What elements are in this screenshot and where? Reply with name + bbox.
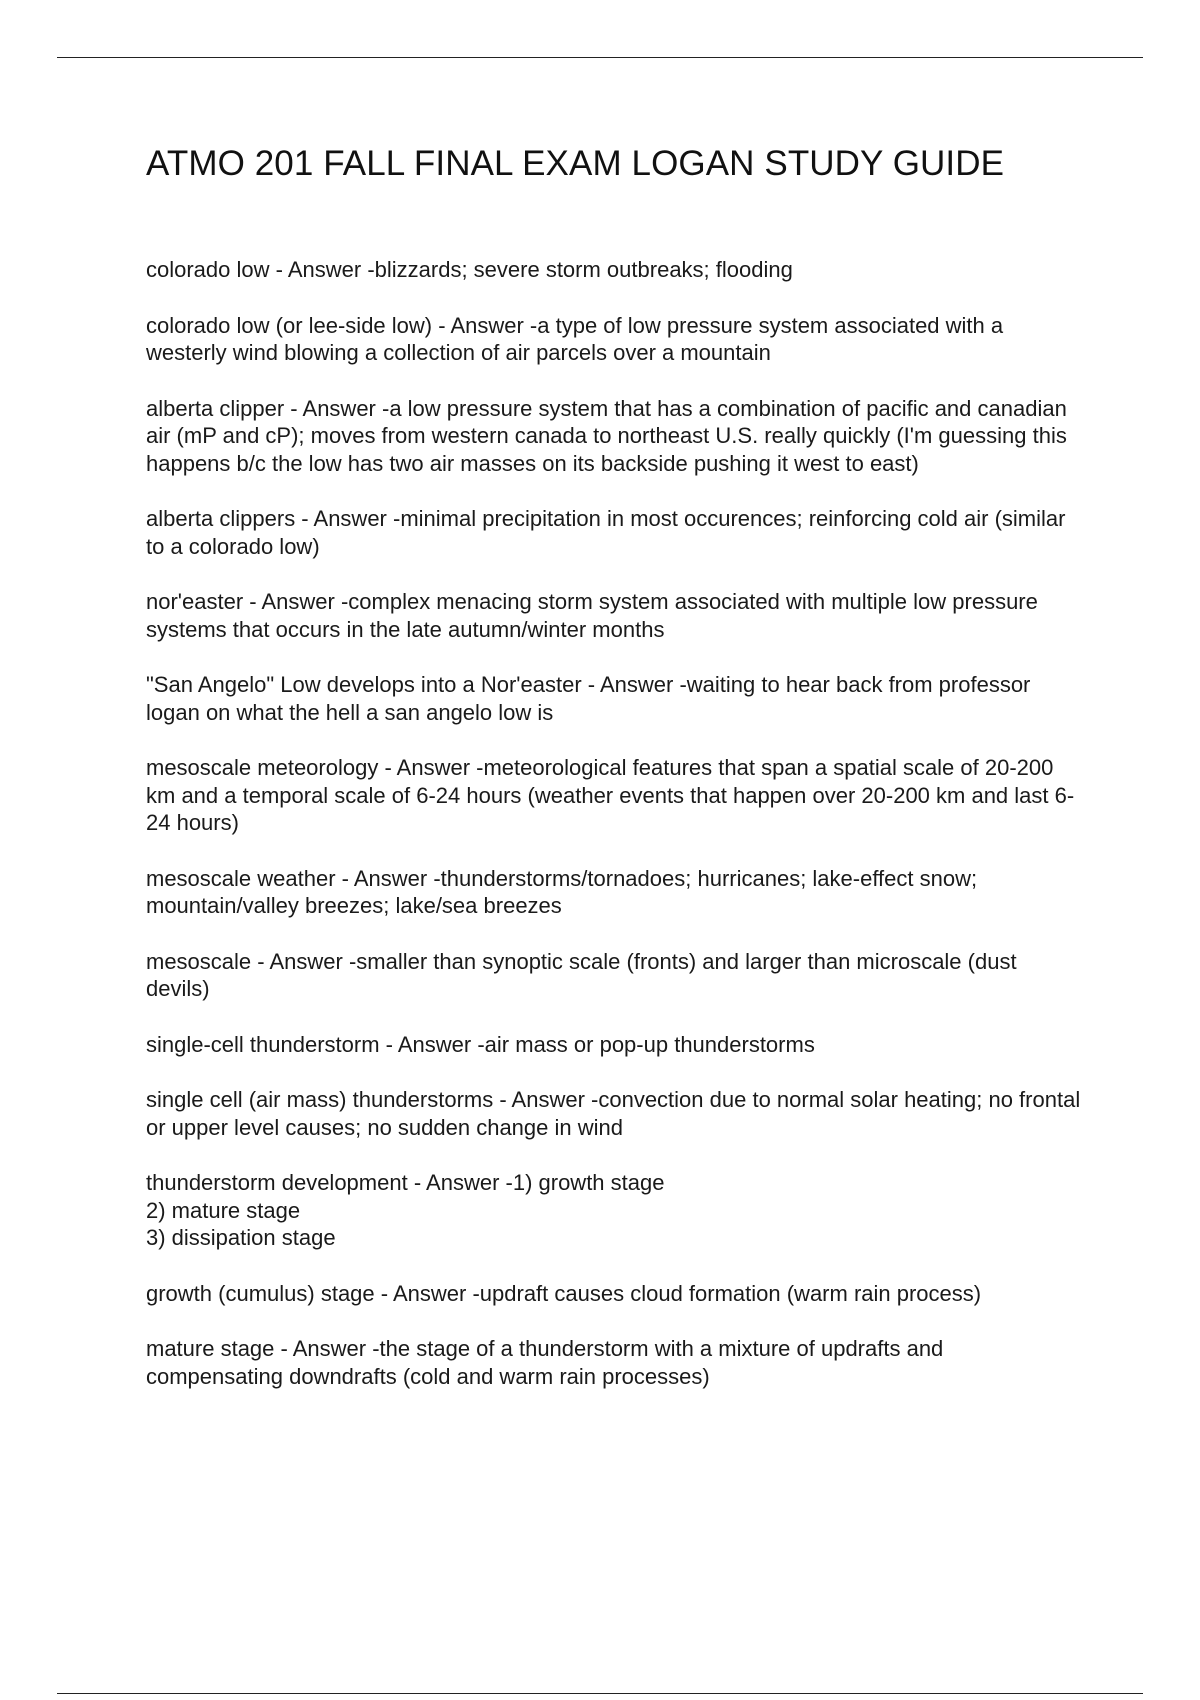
qa-entry: thunderstorm development - Answer -1) growth stage 2) mature stage 3) dissipation stage	[146, 1170, 665, 1250]
qa-entry: colorado low (or lee-side low) - Answer -a type of low pressure system associated with a westerly wind blowing a collection of air parcels over a mountain	[146, 312, 1004, 365]
qa-entry: single cell (air mass) thunderstorms - Answer -convection due to normal solar heating; no frontal or upper level causes; no sudden change in wind	[146, 1087, 1081, 1140]
qa-entry: "San Angelo" Low develops into a Nor'easter - Answer -waiting to hear back from professor logan on what the hell a san angelo low is	[146, 672, 1031, 725]
qa-entry: mesoscale meteorology - Answer -meteorological features that span a spatial scale of 20-200 km and a temporal scale of 6-24 hours (weather events that happen over 20-200 km and last 6-24 hours)	[146, 755, 1075, 835]
page-title: ATMO 201 FALL FINAL EXAM LOGAN STUDY GUIDE	[146, 144, 1005, 183]
bottom-rule	[57, 1693, 1143, 1694]
qa-entry: colorado low - Answer -blizzards; severe storm outbreaks; flooding	[146, 257, 793, 282]
study-guide-entries	[146, 256, 1086, 1418]
qa-entry: alberta clipper - Answer -a low pressure system that has a combination of pacific and canadian air (mP and cP); moves from western canada to northeast U.S. really quickly (I'm guessing this happens b/c the low has two air masses on its backside pushing it west to east)	[146, 395, 1067, 476]
qa-entry: alberta clippers - Answer -minimal precipitation in most occurences; reinforcing cold air (similar to a colorado low)	[146, 506, 1066, 559]
qa-entry: mesoscale weather - Answer -thunderstorms/tornadoes; hurricanes; lake-effect snow; mountain/valley breezes; lake/sea breezes	[146, 865, 978, 918]
qa-entry: single-cell thunderstorm - Answer -air mass or pop-up thunderstorms	[146, 1031, 815, 1057]
qa-entry: mesoscale - Answer -smaller than synoptic scale (fronts) and larger than microscale (dust devils)	[146, 948, 1017, 1001]
top-rule	[57, 57, 1143, 58]
qa-entry: nor'easter - Answer -complex menacing storm system associated with multiple low pressure systems that occurs in the late autumn/winter months	[146, 589, 1038, 642]
qa-entry: growth (cumulus) stage - Answer -updraft causes cloud formation (warm rain process)	[146, 1280, 982, 1306]
qa-entry: mature stage - Answer -the stage of a thunderstorm with a mixture of updrafts and compensating downdrafts (cold and warm rain processes)	[146, 1336, 944, 1389]
